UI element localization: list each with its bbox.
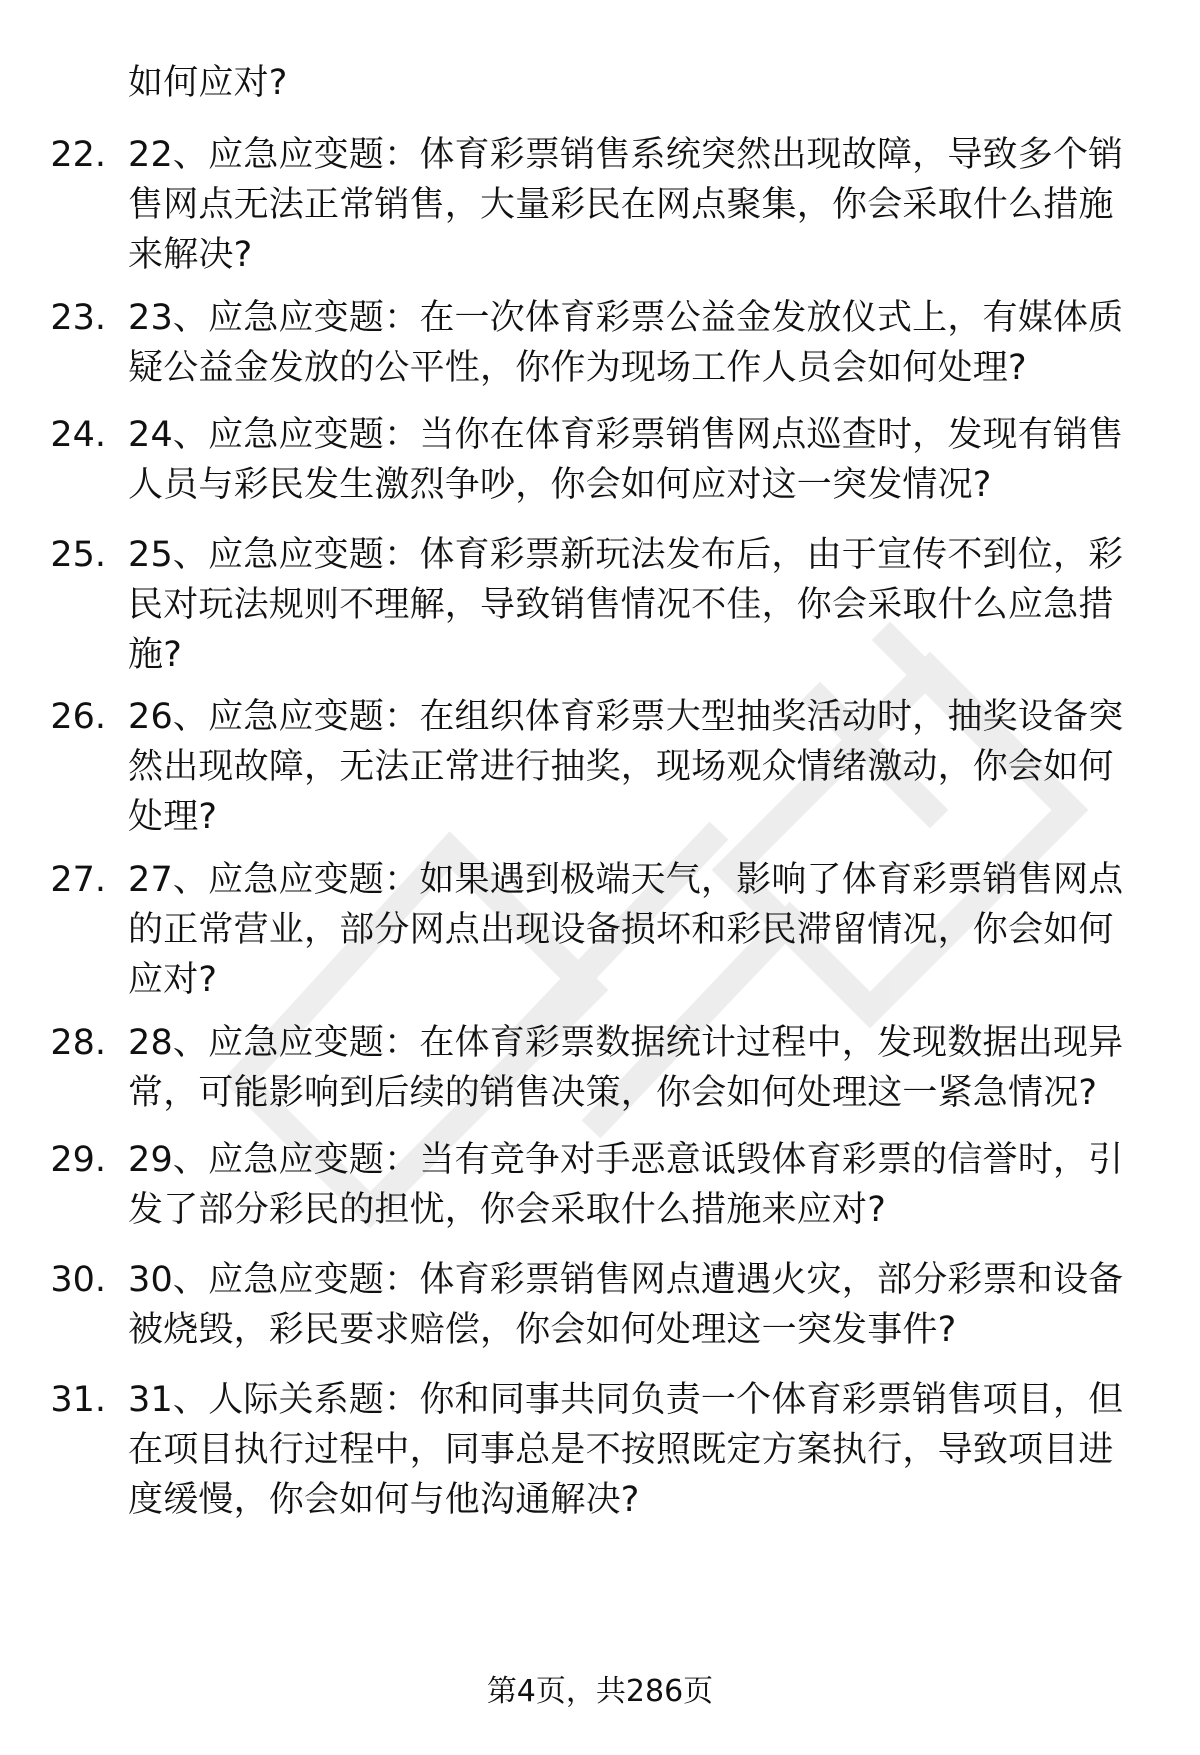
question-number: 29.	[50, 1140, 106, 1180]
question-number: 31.	[50, 1380, 106, 1420]
question-text: 28、应急应变题：在体育彩票数据统计过程中，发现数据出现异常，可能影响到后续的销售决策，你会如何处理这一紧急情况?	[128, 1023, 1124, 1113]
question-number: 23.	[50, 298, 106, 338]
question-item	[0, 1018, 1200, 1118]
question-item	[0, 1375, 1200, 1525]
question-item	[0, 1255, 1200, 1355]
question-number: 25.	[50, 535, 106, 575]
question-text: 26、应急应变题：在组织体育彩票大型抽奖活动时，抽奖设备突然出现故障，无法正常进行抽奖，现场观众情绪激动，你会如何处理?	[128, 697, 1124, 837]
question-text: 29、应急应变题：当有竞争对手恶意诋毁体育彩票的信誉时，引发了部分彩民的担忧，你会采取什么措施来应对?	[128, 1140, 1124, 1230]
question-number: 24.	[50, 415, 106, 455]
question-text: 22、应急应变题：体育彩票销售系统突然出现故障，导致多个销售网点无法正常销售，大量彩民在网点聚集，你会采取什么措施来解决?	[128, 135, 1124, 275]
question-item	[0, 410, 1200, 510]
question-item	[0, 530, 1200, 680]
question-number: 26.	[50, 697, 106, 737]
question-number: 30.	[50, 1260, 106, 1300]
question-number: 22.	[50, 135, 106, 175]
question-text: 24、应急应变题：当你在体育彩票销售网点巡查时，发现有销售人员与彩民发生激烈争吵，你会如何应对这一突发情况?	[128, 415, 1124, 505]
question-text: 31、人际关系题：你和同事共同负责一个体育彩票销售项目，但在项目执行过程中，同事总是不按照既定方案执行，导致项目进度缓慢，你会如何与他沟通解决?	[128, 1380, 1124, 1520]
question-text: 27、应急应变题：如果遇到极端天气，影响了体育彩票销售网点的正常营业，部分网点出现设备损坏和彩民滞留情况，你会如何应对?	[128, 860, 1124, 1000]
question-item	[0, 1135, 1200, 1235]
question-number: 27.	[50, 860, 106, 900]
question-text: 25、应急应变题：体育彩票新玩法发布后，由于宣传不到位，彩民对玩法规则不理解，导致销售情况不佳，你会采取什么应急措施?	[128, 535, 1124, 675]
question-item	[0, 130, 1200, 280]
continuation-text: 如何应对?	[128, 63, 288, 103]
question-number: 28.	[50, 1023, 106, 1063]
page-footer: 第4页，共286页	[486, 1674, 714, 1709]
question-text: 23、应急应变题：在一次体育彩票公益金发放仪式上，有媒体质疑公益金发放的公平性，你作为现场工作人员会如何处理?	[128, 298, 1124, 388]
question-item	[0, 293, 1200, 393]
question-text: 30、应急应变题：体育彩票销售网点遭遇火灾，部分彩票和设备被烧毁，彩民要求赔偿，你会如何处理这一突发事件?	[128, 1260, 1124, 1350]
question-item	[0, 855, 1200, 1005]
question-item	[0, 692, 1200, 842]
